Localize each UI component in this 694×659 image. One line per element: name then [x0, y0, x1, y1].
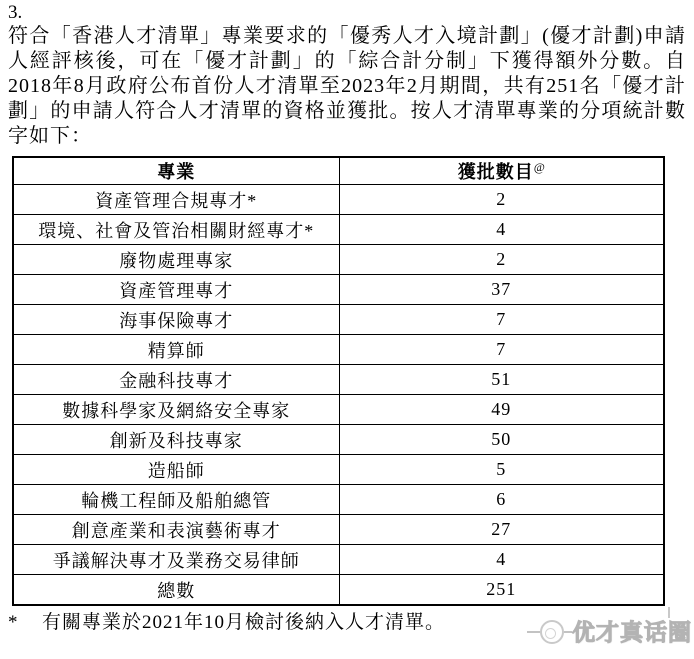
- header-note-superscript: @: [533, 160, 545, 174]
- approved-count-header-label: 獲批數目: [457, 162, 534, 182]
- profession-cell: 總數: [13, 575, 339, 606]
- footnote-marker: *: [8, 612, 19, 633]
- section-number: 3.: [8, 2, 23, 23]
- table-row: [13, 515, 664, 545]
- approved-count-cell: 2: [339, 185, 664, 215]
- profession-cell: 輪機工程師及船舶總管: [13, 485, 339, 515]
- profession-cell: 海事保險專才: [13, 305, 339, 335]
- approved-count-cell: 7: [339, 305, 664, 335]
- approved-count-cell: 7: [339, 335, 664, 365]
- watermark-text: 优才真话圈: [572, 619, 692, 645]
- table-row: [13, 245, 664, 275]
- watermark-tick-line: [668, 607, 670, 618]
- approved-count-cell: 4: [339, 545, 664, 575]
- approved-count-cell: 2: [339, 245, 664, 275]
- profession-cell: 造船師: [13, 455, 339, 485]
- talent-list-table: [12, 156, 665, 606]
- table-header-profession: 專業: [13, 157, 339, 185]
- watermark: [527, 617, 692, 647]
- approved-count-cell: 37: [339, 275, 664, 305]
- table-header-approved-count: [339, 157, 664, 185]
- profession-cell: 資產管理專才: [13, 275, 339, 305]
- table-row: [13, 275, 664, 305]
- table-row: [13, 365, 664, 395]
- profession-cell: 廢物處理專家: [13, 245, 339, 275]
- footnote-text: 有關專業於2021年10月檢討後納入人才清單。: [42, 612, 446, 633]
- table-row: [13, 395, 664, 425]
- watermark-mid-line: [564, 631, 572, 633]
- watermark-left-line: [527, 631, 540, 633]
- profession-cell: 資產管理合規專才*: [13, 185, 339, 215]
- table-row: [13, 185, 664, 215]
- approved-count-cell: 4: [339, 215, 664, 245]
- approved-count-cell: 6: [339, 485, 664, 515]
- approved-count-cell: 49: [339, 395, 664, 425]
- approved-count-cell: 251: [339, 575, 664, 606]
- approved-count-cell: 50: [339, 425, 664, 455]
- approved-count-cell: 27: [339, 515, 664, 545]
- approved-count-cell: 5: [339, 455, 664, 485]
- table-row: [13, 545, 664, 575]
- table-header-row: [13, 157, 664, 185]
- intro-paragraph: 符合「香港人才清單」專業要求的「優秀人才入境計劃」(優才計劃)申請人經評核後，可在「優才計劃」的「綜合計分制」下獲得額外分數。自2018年8月政府公布首份人才清單至2023年2月期間，共有251名「優才計劃」的申請人符合人才清單的資格並獲批。按人才清單專業的分項統計數字如下：: [8, 25, 686, 147]
- profession-cell: 金融科技專才: [13, 365, 339, 395]
- table-row: [13, 455, 664, 485]
- table-row: [13, 575, 664, 606]
- approved-count-cell: 51: [339, 365, 664, 395]
- talent-table-body: [13, 185, 664, 606]
- table-row: [13, 305, 664, 335]
- table-row: [13, 485, 664, 515]
- table-row: [13, 215, 664, 245]
- profession-cell: 創新及科技專家: [13, 425, 339, 455]
- profession-cell: 數據科學家及網絡安全專家: [13, 395, 339, 425]
- profession-cell: 環境、社會及管治相關財經專才*: [13, 215, 339, 245]
- profession-cell: 爭議解決專才及業務交易律師: [13, 545, 339, 575]
- watermark-logo-icon: [540, 620, 564, 644]
- profession-cell: 創意產業和表演藝術專才: [13, 515, 339, 545]
- profession-cell: 精算師: [13, 335, 339, 365]
- table-row: [13, 425, 664, 455]
- table-row: [13, 335, 664, 365]
